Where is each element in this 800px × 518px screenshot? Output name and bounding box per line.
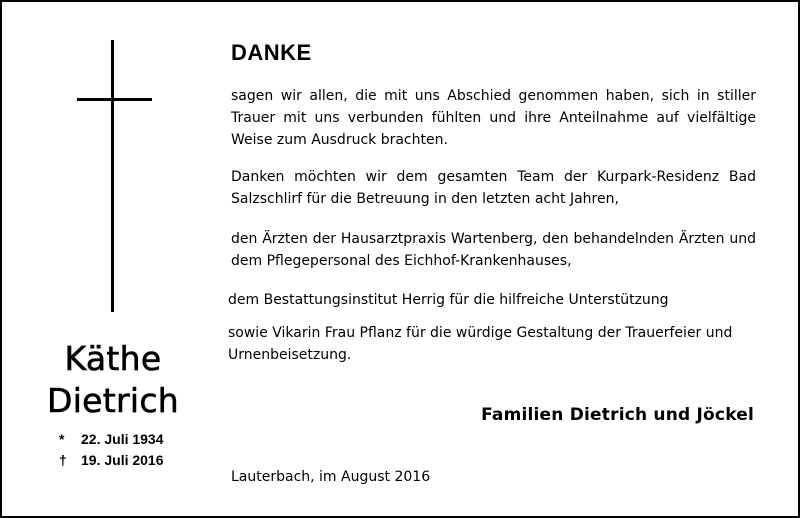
death-symbol: † xyxy=(59,452,67,468)
death-date-row xyxy=(59,452,164,468)
paragraph-3: den Ärzten der Hausarztpraxis Wartenberg, den behandelnden Ärzten und dem Pflegepersonal des Eichhof-Krankenhauses, xyxy=(231,231,756,269)
birth-date: 22. Juli 1934 xyxy=(81,431,164,447)
paragraph-5: sowie Vikarin Frau Pflanz für die würdige Gestaltung der Trauerfeier und Urnenbeisetzung. xyxy=(228,325,733,363)
deceased-last-name: Dietrich xyxy=(46,381,179,420)
deceased-first-name: Käthe xyxy=(64,339,162,378)
paragraph-2: Danken möchten wir dem gesamten Team der Kurpark-Residenz Bad Salzschlirf für die Betreuung in den letzten acht Jahren, xyxy=(231,169,756,207)
birth-symbol: * xyxy=(59,431,65,447)
death-date: 19. Juli 2016 xyxy=(81,452,164,468)
family-signature: Familien Dietrich und Jöckel xyxy=(481,405,754,425)
paragraph-4: dem Bestattungsinstitut Herrig für die hilfreiche Unterstützung xyxy=(228,292,669,308)
cross-vertical-bar xyxy=(111,40,114,312)
place-and-date: Lauterbach, im August 2016 xyxy=(231,469,431,485)
birth-date-row xyxy=(59,431,164,447)
paragraph-1: sagen wir allen, die mit uns Abschied genommen haben, sich in stiller Trauer mit uns verbunden fühlten und ihre Anteilnahme auf vielfältige Weise zum Ausdruck brachten. xyxy=(231,88,756,148)
cross-horizontal-bar xyxy=(77,98,152,101)
notice-heading: DANKE xyxy=(231,40,312,65)
